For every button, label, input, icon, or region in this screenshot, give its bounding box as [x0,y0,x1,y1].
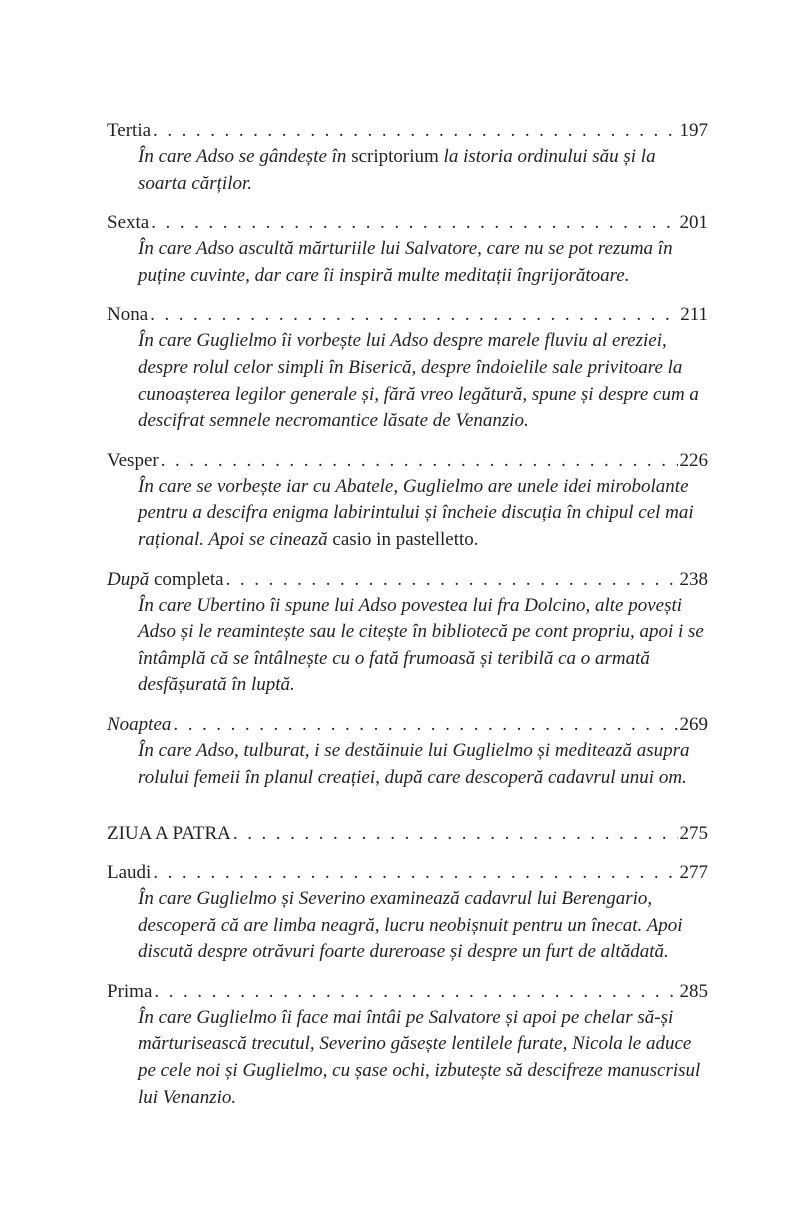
toc-entry-description [138,236,708,289]
dot-leader [150,302,678,328]
toc-entry-description [138,144,708,197]
description-text: la istoria ordinului său și la soarta cărților. [138,146,656,194]
dot-leader [151,210,677,236]
toc-entry-heading [107,118,708,144]
toc-entry-title: Sexta [107,212,150,234]
toc-section-heading [107,821,708,847]
toc-entry-title: Laudi [107,862,152,884]
toc-entry-title: Vesper [107,449,159,471]
description-text: În care Guglielmo îi face mai întâi pe Salvatore și apoi pe chelar să-și mărturisească trecutul, Severino găsește lentilele furate, Nicola le aduce pe cele noi și Guglielmo, cu șase ochi, izbutește să descifreze manuscrisul lui Venanzio. [138,1006,701,1108]
toc-page-number: 197 [679,120,708,141]
toc-entry-title: Tertia [107,120,152,141]
description-text-upright: scriptorium [351,146,439,167]
toc-entry-title-italic: Noaptea [107,713,172,735]
toc-entry-title [107,712,171,738]
toc-entry-description [138,1005,708,1111]
toc-entry-heading [107,979,708,1005]
toc-section-title: ZIUA A PATRA [107,823,231,845]
dot-leader [161,448,678,474]
toc-page-number: 211 [680,304,708,326]
toc-page-number: 226 [679,449,708,471]
toc-entry-title: Nona [107,304,149,326]
toc-entry-prima [107,979,708,1111]
description-text-upright: casio in pastelletto. [332,528,479,550]
toc-entry-vesper [107,448,708,554]
toc-page-number: 269 [679,713,708,735]
toc-section-ziua-a-patra [107,821,708,847]
toc-entry-title: Prima [107,980,153,1002]
toc-entry-noaptea [107,712,708,791]
table-of-contents [107,118,708,1111]
description-text: În care Guglielmo și Severino examinează cadavrul lui Berengario, descoperă că are limba neagră, lucru neobișnuit pentru un înecat. Apoi discută despre otrăvuri foarte dureroase și despre un furt de altădată. [138,888,683,963]
toc-entry-heading [107,712,708,738]
toc-entry-heading [107,302,708,328]
description-text: În care Ubertino îi spune lui Adso povestea lui fra Dolcino, alte povești Adso și le reamintește sau le citește în bibliotecă pe cont propriu, apoi i se întâmplă că se întâlnește cu o fată frumoasă și teribilă ca o armată desfășurată în luptă. [138,594,704,696]
toc-entry-heading [107,210,708,236]
dot-leader [173,712,677,738]
toc-entry-description [138,886,708,966]
description-text: În care Adso ascultă mărturiile lui Salvatore, care nu se pot rezuma în puține cuvinte, dar care îi inspiră multe meditații îngrijorătoare. [138,238,673,286]
toc-page-number: 238 [679,568,708,590]
toc-entry-heading [107,567,708,593]
dot-leader [233,821,678,847]
dot-leader [154,979,677,1005]
description-text: În care se vorbește iar cu Abatele, Guglielmo are unele idei mirobolante pentru a descifra enigma labirintului și încheie discuția în chipul cel mai rațional. Apoi se cinează [138,475,694,550]
toc-page-number: 285 [679,980,708,1002]
description-text: În care Adso se gândește în [138,146,352,167]
toc-entry-heading [107,448,708,474]
dot-leader [153,118,677,144]
toc-entry-sexta [107,210,708,289]
toc-entry-dupa-completa [107,567,708,699]
toc-page-number: 277 [679,862,708,884]
description-text: În care Adso, tulburat, i se destăinuie lui Guglielmo și meditează asupra rolului femeii în planul creației, după care descoperă cadavrul unui om. [138,739,690,788]
toc-entry-description [138,738,708,791]
toc-entry-heading [107,860,708,886]
toc-entry-description [138,474,708,554]
dot-leader [153,860,677,886]
dot-leader [226,567,678,593]
toc-entry-laudi [107,860,708,966]
description-text: În care Guglielmo îi vorbește lui Adso despre marele fluviu al ereziei, despre rolul celor simpli în Biserică, despre îndoielile sale privitoare la cunoașterea legilor generale și, fără vreo legătură, spune și despre cum a descifrat semnele necromantice lăsate de Venanzio. [138,330,699,432]
toc-entry-tertia [107,118,708,197]
toc-page-number: 275 [679,823,708,845]
toc-entry-nona [107,302,708,434]
toc-entry-description [138,593,708,699]
toc-entry-title-upright: completa [149,568,224,590]
toc-entry-title [107,567,224,593]
toc-entry-description [138,328,708,434]
toc-page-number: 201 [679,212,708,234]
toc-entry-title-italic: După [107,568,150,590]
